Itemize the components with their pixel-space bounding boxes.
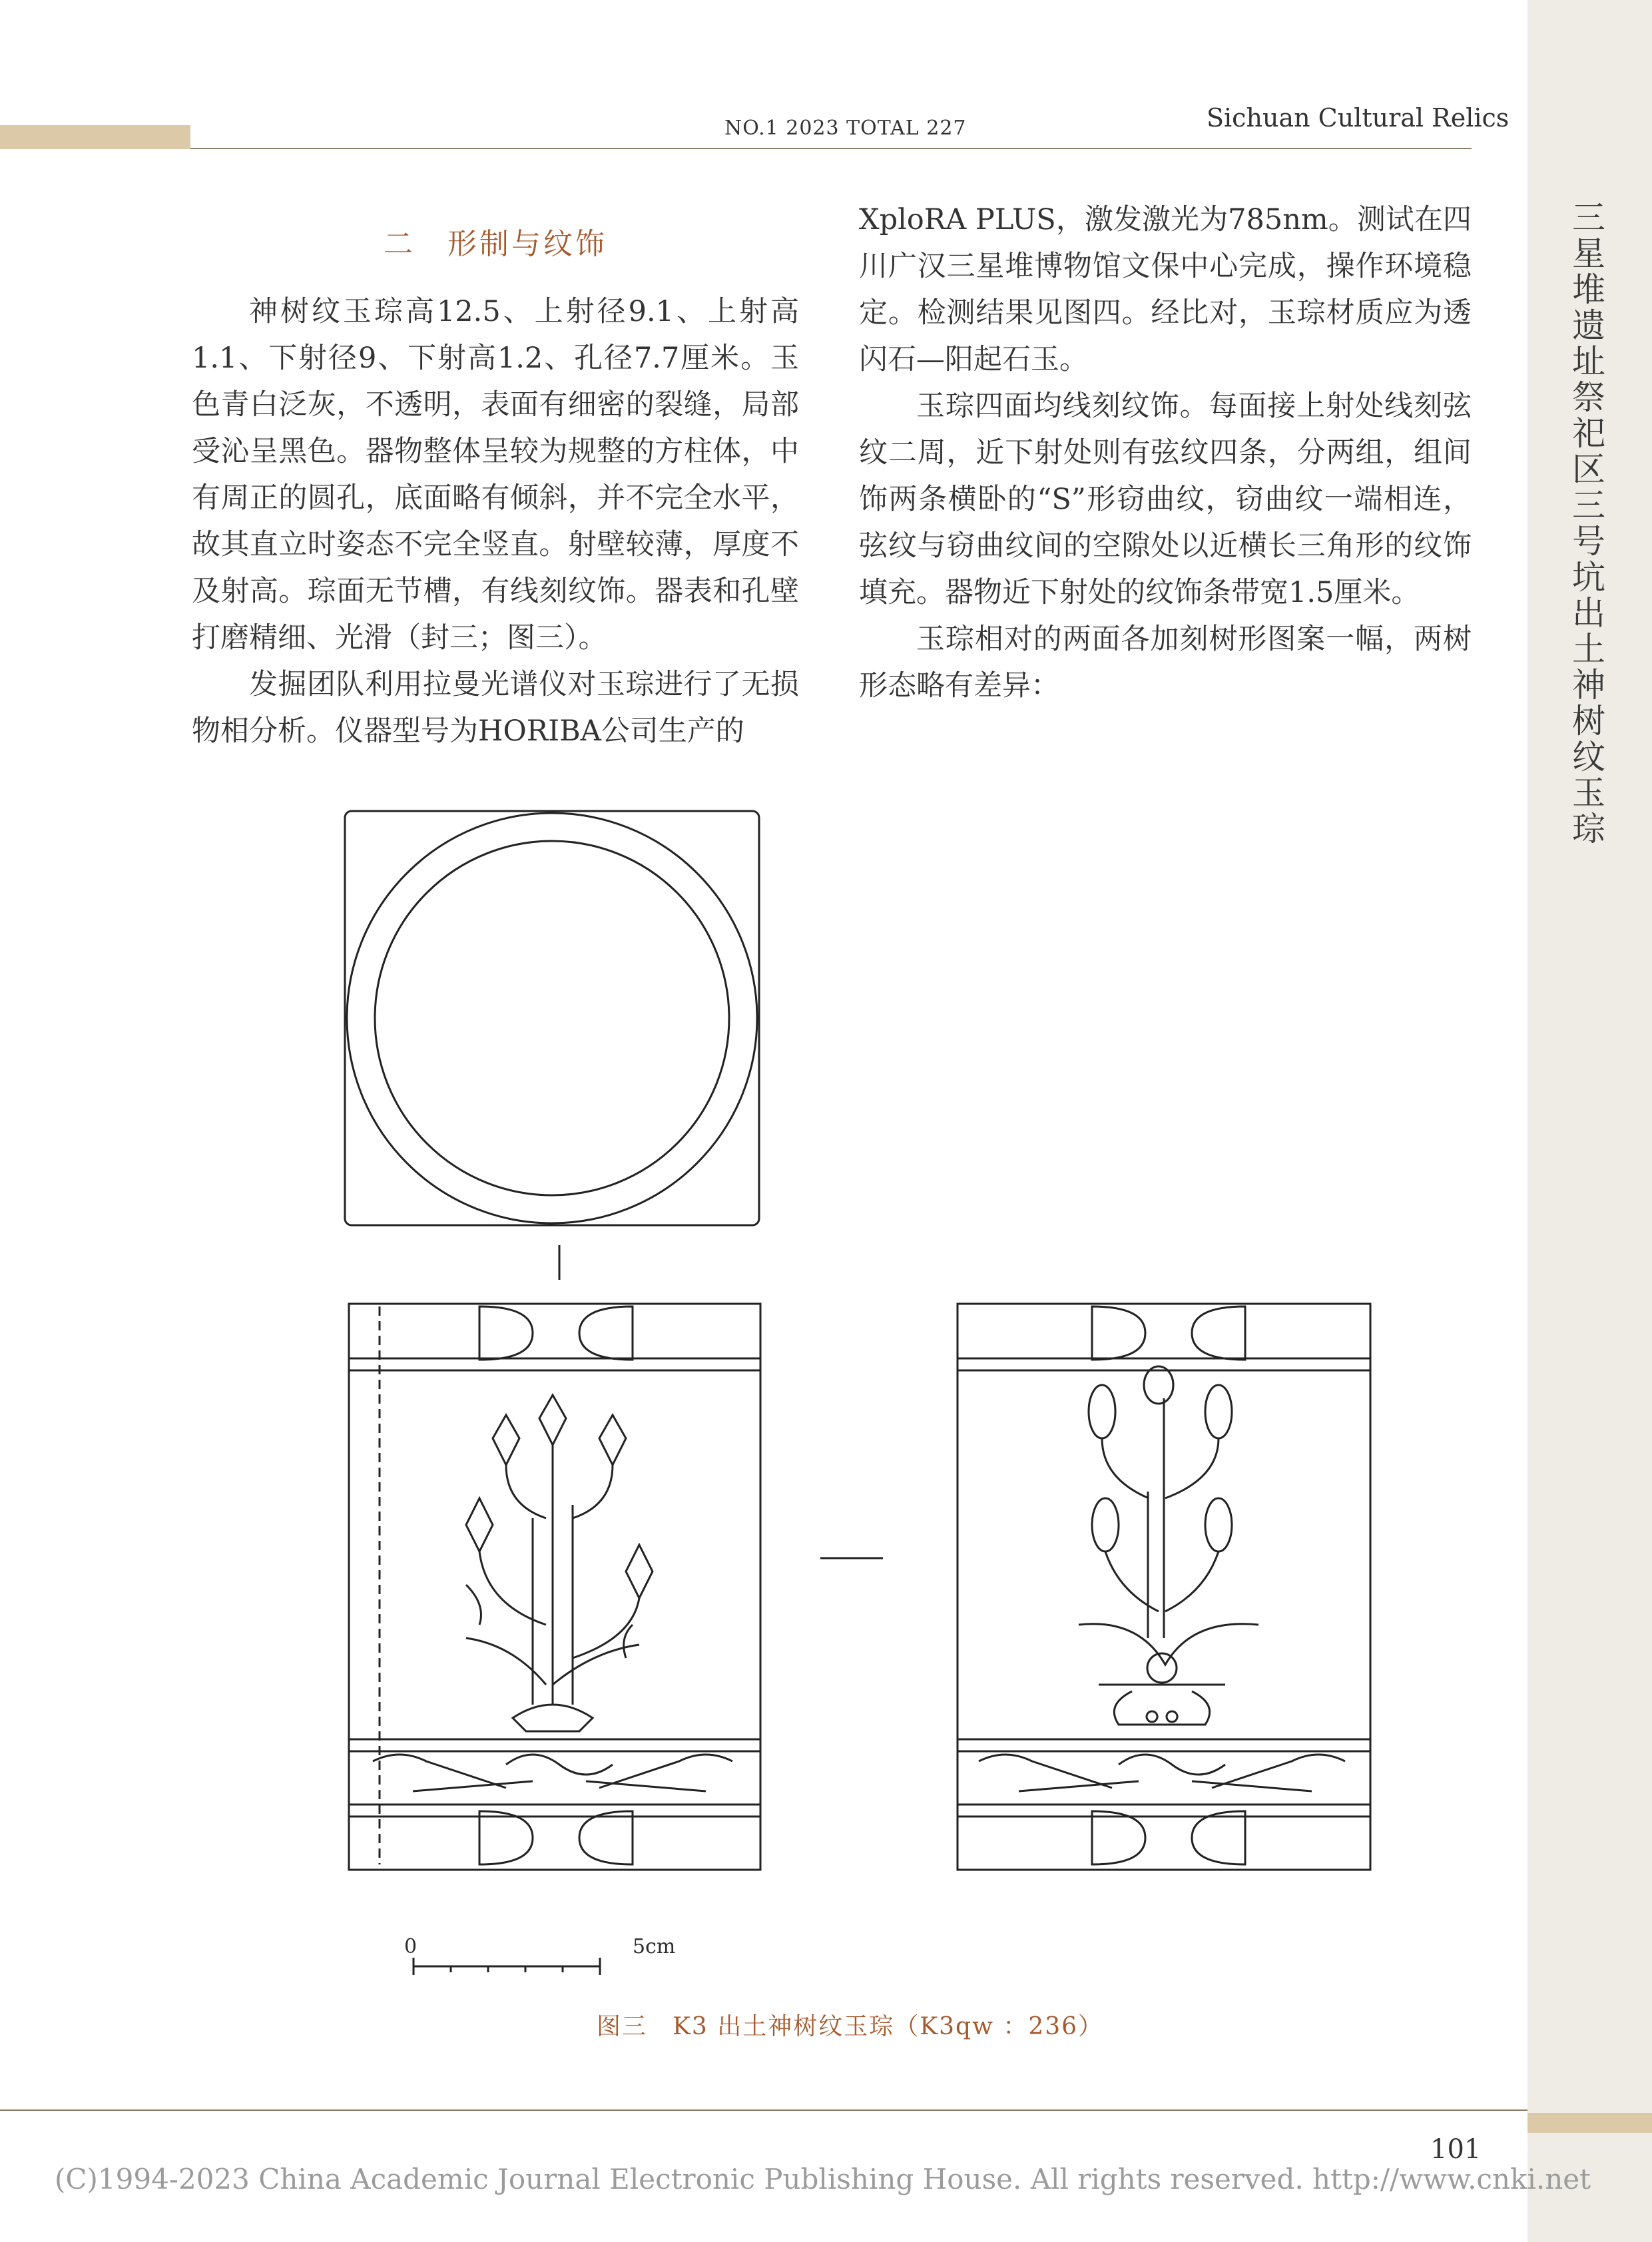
paragraph: 玉琮相对的两面各加刻树形图案一幅，两树形态略有差异：	[859, 623, 1472, 702]
paragraph: 玉琮四面均线刻纹饰。每面接上射处线刻弦纹二周，近下射处则有弦纹四条，分两组，组间饰两条横卧的“S”形窃曲纹，窃曲纹一端相连，弦纹与窃曲纹间的空隙处以近横长三角形的纹饰填充。器物近下射处的纹饰条带宽1.5厘米。	[859, 390, 1472, 609]
footer-rule	[0, 2109, 1527, 2111]
journal-name: Sichuan Cultural Relics	[1207, 103, 1510, 133]
scale-label-zero: 0	[404, 1935, 417, 1958]
running-title-vertical: 三星堆遗址祭祀区三号坑出土神树纹玉琮	[1567, 200, 1605, 847]
paragraph: 神树纹玉琮高12.5、上射径9.1、上射高1.1、下射径9、下射高1.2、孔径7.7厘米。玉色青白泛灰，不透明，表面有细密的裂缝，局部受沁呈黑色。器物整体呈较为规整的方柱体，中有周正的圆孔，底面略有倾斜，并不完全水平，故其直立时姿态不完全竖直。射壁较薄，厚度不及射高。琮面无节槽，有线刻纹饰。器表和孔壁打磨精细、光滑（封三；图三）。	[192, 295, 799, 655]
front-view-right-drawing	[958, 1304, 1370, 1870]
copyright-notice: (C)1994-2023 China Academic Journal Electronic Publishing House. All rights reserved. http://www.cnki.net	[55, 2163, 1591, 2195]
scale-bar	[413, 1958, 600, 1975]
figure-caption: 图三 K3 出土神树纹玉琮（K3qw ：236）	[597, 2013, 1104, 2040]
page-number: 101	[1430, 2134, 1482, 2165]
scale-label-five: 5cm	[633, 1935, 676, 1958]
front-view-left-drawing	[349, 1304, 760, 1870]
paragraph: XploRA PLUS，激发激光为785nm。测试在四川广汉三星堆博物馆文保中心完成，操作环境稳定。检测结果见图四。经比对，玉琮材质应为透闪石—阳起石玉。	[859, 203, 1472, 376]
section-title: 二 形制与纹饰	[384, 227, 607, 261]
top-view-drawing	[345, 811, 759, 1225]
footer-accent-bar	[1527, 2113, 1652, 2133]
paragraph: 发掘团队利用拉曼光谱仪对玉琮进行了无损物相分析。仪器型号为HORIBA公司生产的	[192, 668, 799, 748]
issue-info: NO.1 2023 TOTAL 227	[724, 117, 967, 140]
